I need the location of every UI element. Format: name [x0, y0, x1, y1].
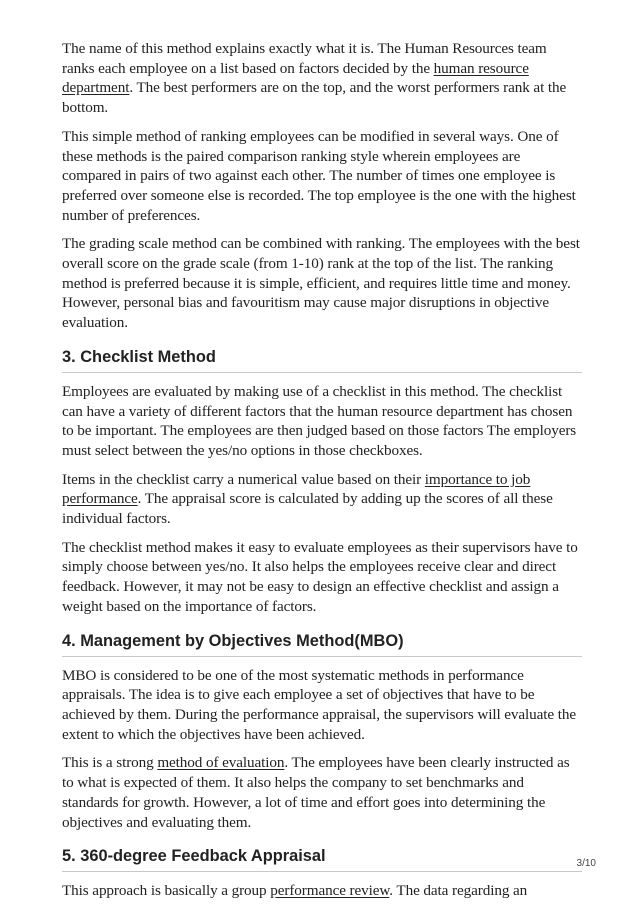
paragraph-checklist-items	[62, 470, 582, 529]
paragraph-text: . The data regarding an	[389, 882, 528, 900]
importance-to-job-performance-link[interactable]: importance to job performance	[62, 470, 531, 508]
paragraph-360-intro	[62, 881, 582, 901]
page-number: 3/10	[576, 858, 596, 869]
paragraph-text: . The best performers are on the top, and the worst performers rank at the bottom.	[62, 79, 567, 117]
paragraph-grading-scale: The grading scale method can be combined with ranking. The employees with the best overall score on the grade scale (from 1-10) rank at the top of the list. The ranking method is preferred because it is simple, efficient, and requires little time and money. However, personal bias and favouritism may cause major disruptions in objective evaluation.	[62, 235, 580, 332]
paragraph-text: This is a strong	[62, 754, 158, 772]
paragraph-paired-comparison: This simple method of ranking employees can be modified in several ways. One of these methods is the paired comparison ranking style wherein employees are compared in pairs of two against each other. The number of times one employee is preferred over someone else is recorded. The top employee is the one with the highest number of preferences.	[62, 127, 576, 224]
paragraph-mbo-intro: MBO is considered to be one of the most systematic methods in performance appraisals. The idea is to give each employee a set of objectives that have to be achieved by them. During the performance appraisal, the supervisors will evaluate the extent to which the objectives have been achieved.	[62, 666, 577, 743]
paragraph-ranking-intro	[62, 39, 582, 118]
paragraph-checklist-intro: Employees are evaluated by making use of a checklist in this method. The checklist can have a variety of different factors that the human resource department has chosen to be important. The employees are then judged based on those factors The employers must select between the yes/no options in those checkboxes.	[62, 382, 577, 459]
document-body	[62, 39, 582, 910]
method-of-evaluation-link[interactable]: method of evaluation	[157, 754, 285, 772]
heading-360-feedback: 5. 360-degree Feedback Appraisal	[62, 846, 582, 872]
performance-review-link[interactable]: performance review	[270, 882, 390, 900]
paragraph-text: . The employees have been clearly instructed as to what is expected of them. It also helps the company to set benchmarks and standards for growth. However, a lot of time and effort goes into determining the objectives and evaluating them.	[62, 754, 570, 831]
paragraph-text: . The appraisal score is calculated by adding up the scores of all these individual factors.	[62, 490, 553, 528]
paragraph-text: Items in the checklist carry a numerical value based on their	[62, 470, 425, 488]
paragraph-text: The name of this method explains exactly what it is. The Human Resources team ranks each employee on a list based on factors decided by the	[62, 40, 547, 77]
paragraph-mbo-evaluation	[62, 753, 582, 832]
heading-checklist-method: 3. Checklist Method	[62, 347, 582, 373]
human-resource-department-link[interactable]: human resource department	[62, 59, 529, 97]
heading-mbo-method: 4. Management by Objectives Method(MBO)	[62, 631, 582, 657]
paragraph-checklist-pros-cons: The checklist method makes it easy to evaluate employees as their supervisors have to simply choose between yes/no. It also helps the employees receive clear and direct feedback. However, it may not be easy to design an effective checklist and assign a weight based on the importance of factors.	[62, 538, 578, 615]
paragraph-text: This approach is basically a group	[62, 882, 271, 900]
